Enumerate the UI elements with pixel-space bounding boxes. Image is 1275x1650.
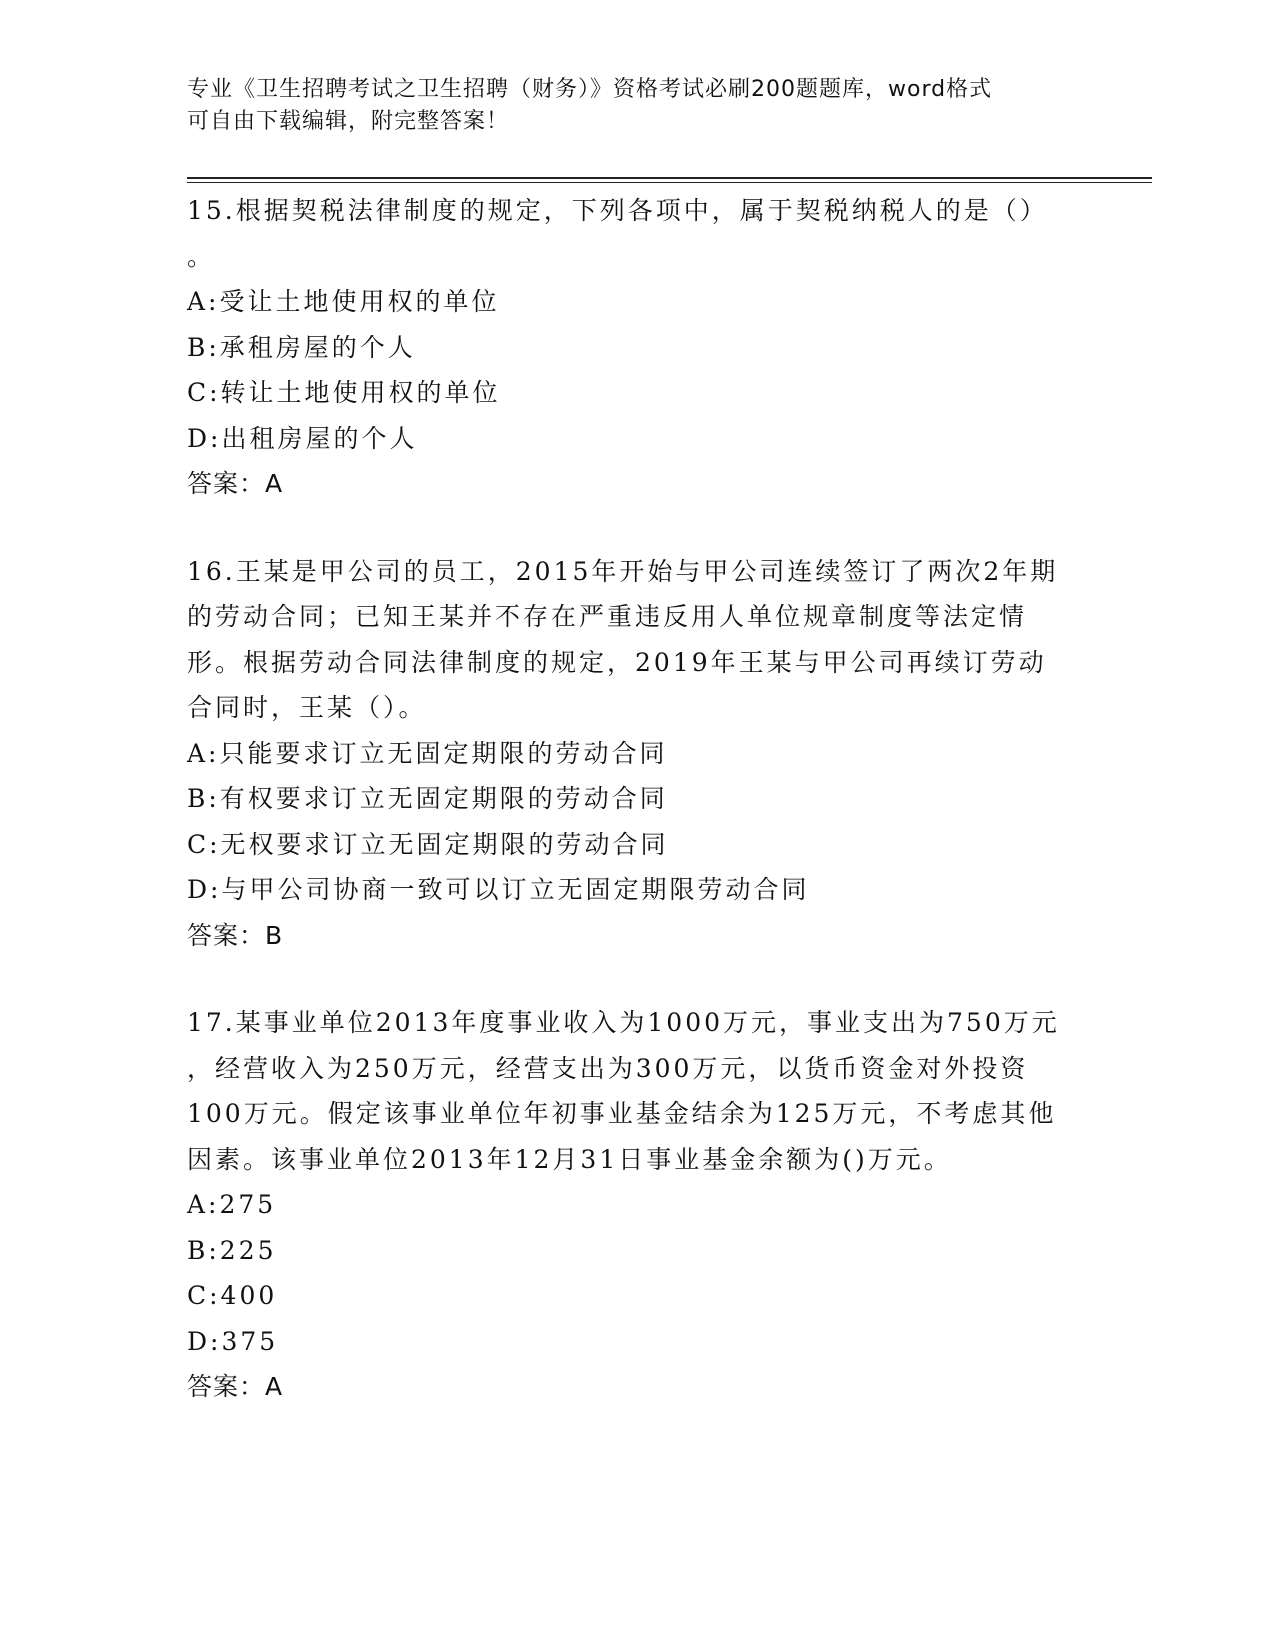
option-d: D:出租房屋的个人: [187, 423, 418, 453]
question-15: [187, 188, 1087, 507]
stem-line: 合同时，王某（）。: [187, 693, 427, 722]
question-17: [187, 1000, 1087, 1410]
answer-label: 答案：A: [187, 469, 284, 498]
stem-line: ，经营收入为250万元，经营支出为300万元，以货币资金对外投资: [187, 1053, 1029, 1083]
header-divider-thin: [187, 182, 1152, 183]
option-b: B:225: [187, 1235, 277, 1265]
option-c: C:无权要求订立无固定期限的劳动合同: [187, 829, 669, 859]
option-c: C:转让土地使用权的单位: [187, 378, 501, 407]
option-a: A:275: [187, 1190, 277, 1219]
question-stem: [187, 188, 1087, 279]
option-a: A:只能要求订立无固定期限的劳动合同: [187, 738, 668, 768]
option-d: D:375: [187, 1326, 279, 1356]
option-b: B:有权要求订立无固定期限的劳动合同: [187, 784, 668, 813]
stem-line: 因素。该事业单位2013年12月31日事业基金余额为()万元。: [187, 1144, 952, 1174]
header-line-1: 专业《卫生招聘考试之卫生招聘（财务）》资格考试必刷200题题库，word格式: [187, 77, 993, 102]
option-d: D:与甲公司协商一致可以订立无固定期限劳动合同: [187, 875, 810, 904]
header-divider-thick: [187, 177, 1152, 179]
stem-line: 的劳动合同；已知王某并不存在严重违反用人单位规章制度等法定情: [187, 602, 1028, 631]
stem-line: 形。根据劳动合同法律制度的规定，2019年王某与甲公司再续订劳动: [187, 647, 1047, 677]
option-c: C:400: [187, 1281, 278, 1310]
stem-line: 17.某事业单位2013年度事业收入为1000万元，事业支出为750万元: [187, 1008, 1060, 1037]
question-stem: [187, 1000, 1087, 1182]
option-a: A:受让土地使用权的单位: [187, 287, 500, 316]
stem-line: 15.根据契税法律制度的规定，下列各项中，属于契税纳税人的是（）: [187, 196, 1048, 225]
answer-label: 答案：A: [187, 1372, 284, 1401]
header-line-2: 可自由下载编辑，附完整答案！: [187, 109, 510, 134]
question-16: [187, 549, 1087, 959]
answer-label: 答案：B: [187, 920, 284, 950]
option-b: B:承租房屋的个人: [187, 332, 416, 362]
stem-line: 。: [187, 241, 216, 271]
document-header: [187, 74, 1067, 138]
question-list: [187, 188, 1087, 1452]
stem-line: 100万元。假定该事业单位年初事业基金结余为125万元，不考虑其他: [187, 1099, 1057, 1128]
stem-line: 16.王某是甲公司的员工，2015年开始与甲公司连续签订了两次2年期: [187, 556, 1059, 586]
question-stem: [187, 549, 1087, 731]
